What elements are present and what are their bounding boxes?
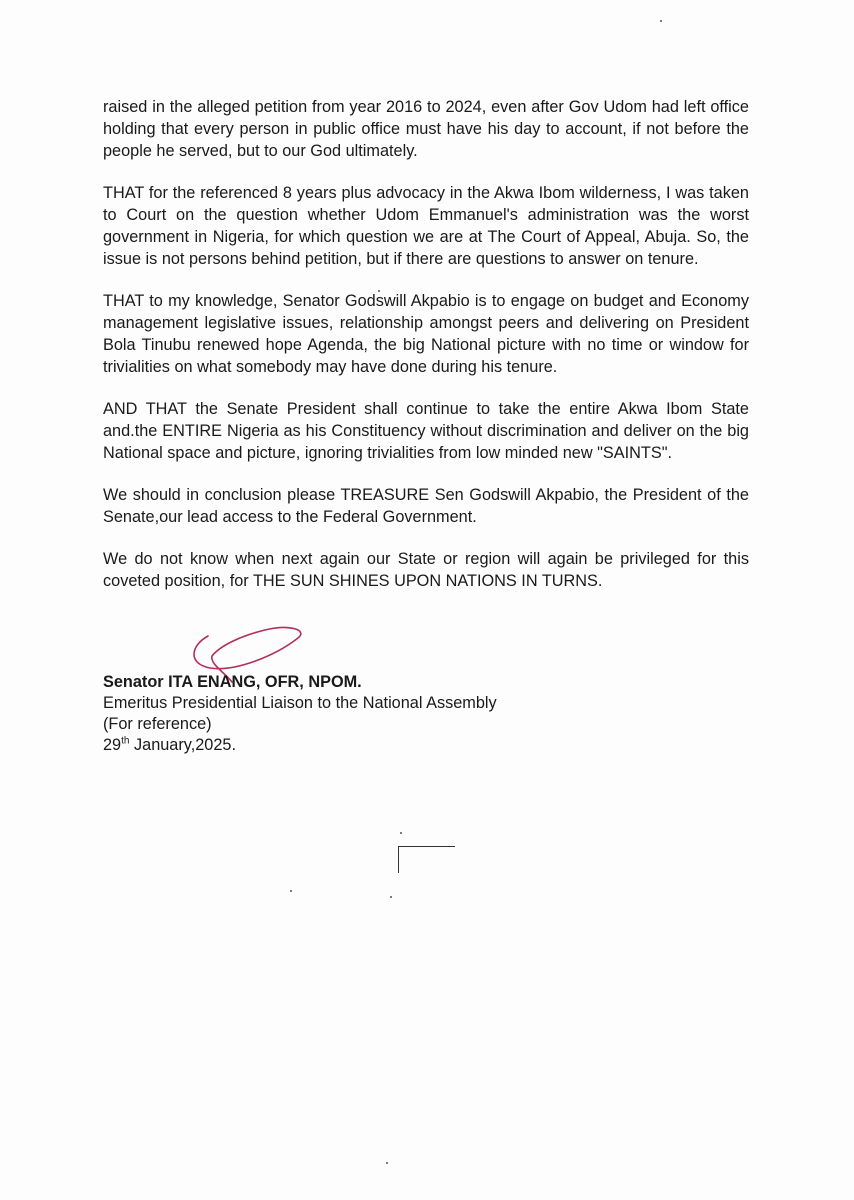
- scan-speck: [660, 20, 662, 22]
- scan-speck: [390, 896, 392, 898]
- signatory-title: Emeritus Presidential Liaison to the National Assembly: [103, 694, 497, 712]
- paragraph-4: AND THAT the Senate President shall continue to take the entire Akwa Ibom State and.the ENTIRE Nigeria as his Constituency without discrimination and deliver on the big National space and picture, ignoring trivialities from low minded new "SAINTS".: [103, 400, 749, 462]
- date-rest: January,2025.: [129, 736, 236, 754]
- paragraph-6: We do not know when next again our State or region will again be privileged for this coveted position, for THE SUN SHINES UPON NATIONS IN TURNS.: [103, 550, 749, 590]
- stamp-outline-mark: [398, 846, 455, 873]
- sign-off-block: [103, 672, 497, 756]
- paragraph-3: THAT to my knowledge, Senator Godswill Akpabio is to engage on budget and Economy management legislative issues, relationship amongst peers and delivering on President Bola Tinubu renewed hope Agenda, the big National picture with no time or window for trivialities on what somebody may have done during his tenure.: [103, 292, 749, 376]
- paragraph-2: THAT for the referenced 8 years plus advocacy in the Akwa Ibom wilderness, I was taken to Court on the question whether Udom Emmanuel's administration was the worst government in Nigeria, for which question we are at The Court of Appeal, Abuja. So, the issue is not persons behind petition, but if there are questions to answer on tenure.: [103, 184, 749, 268]
- scan-speck: [290, 890, 292, 892]
- scan-speck: [386, 1162, 388, 1164]
- signatory-name: Senator ITA ENANG, OFR, NPOM.: [103, 673, 362, 691]
- scan-speck: [400, 832, 402, 834]
- reference-note: (For reference): [103, 715, 212, 733]
- paragraph-5: We should in conclusion please TREASURE Sen Godswill Akpabio, the President of the Senate,our lead access to the Federal Government.: [103, 486, 749, 526]
- date-day: 29: [103, 736, 122, 754]
- date-suffix: th: [121, 735, 130, 747]
- paragraph-1: raised in the alleged petition from year 2016 to 2024, even after Gov Udom had left office holding that every person in public office must have his day to account, if not before the people he served, but to our God ultimately.: [103, 98, 749, 160]
- letter-body: [103, 96, 749, 612]
- letter-date: [103, 735, 497, 756]
- scan-speck: [378, 290, 380, 292]
